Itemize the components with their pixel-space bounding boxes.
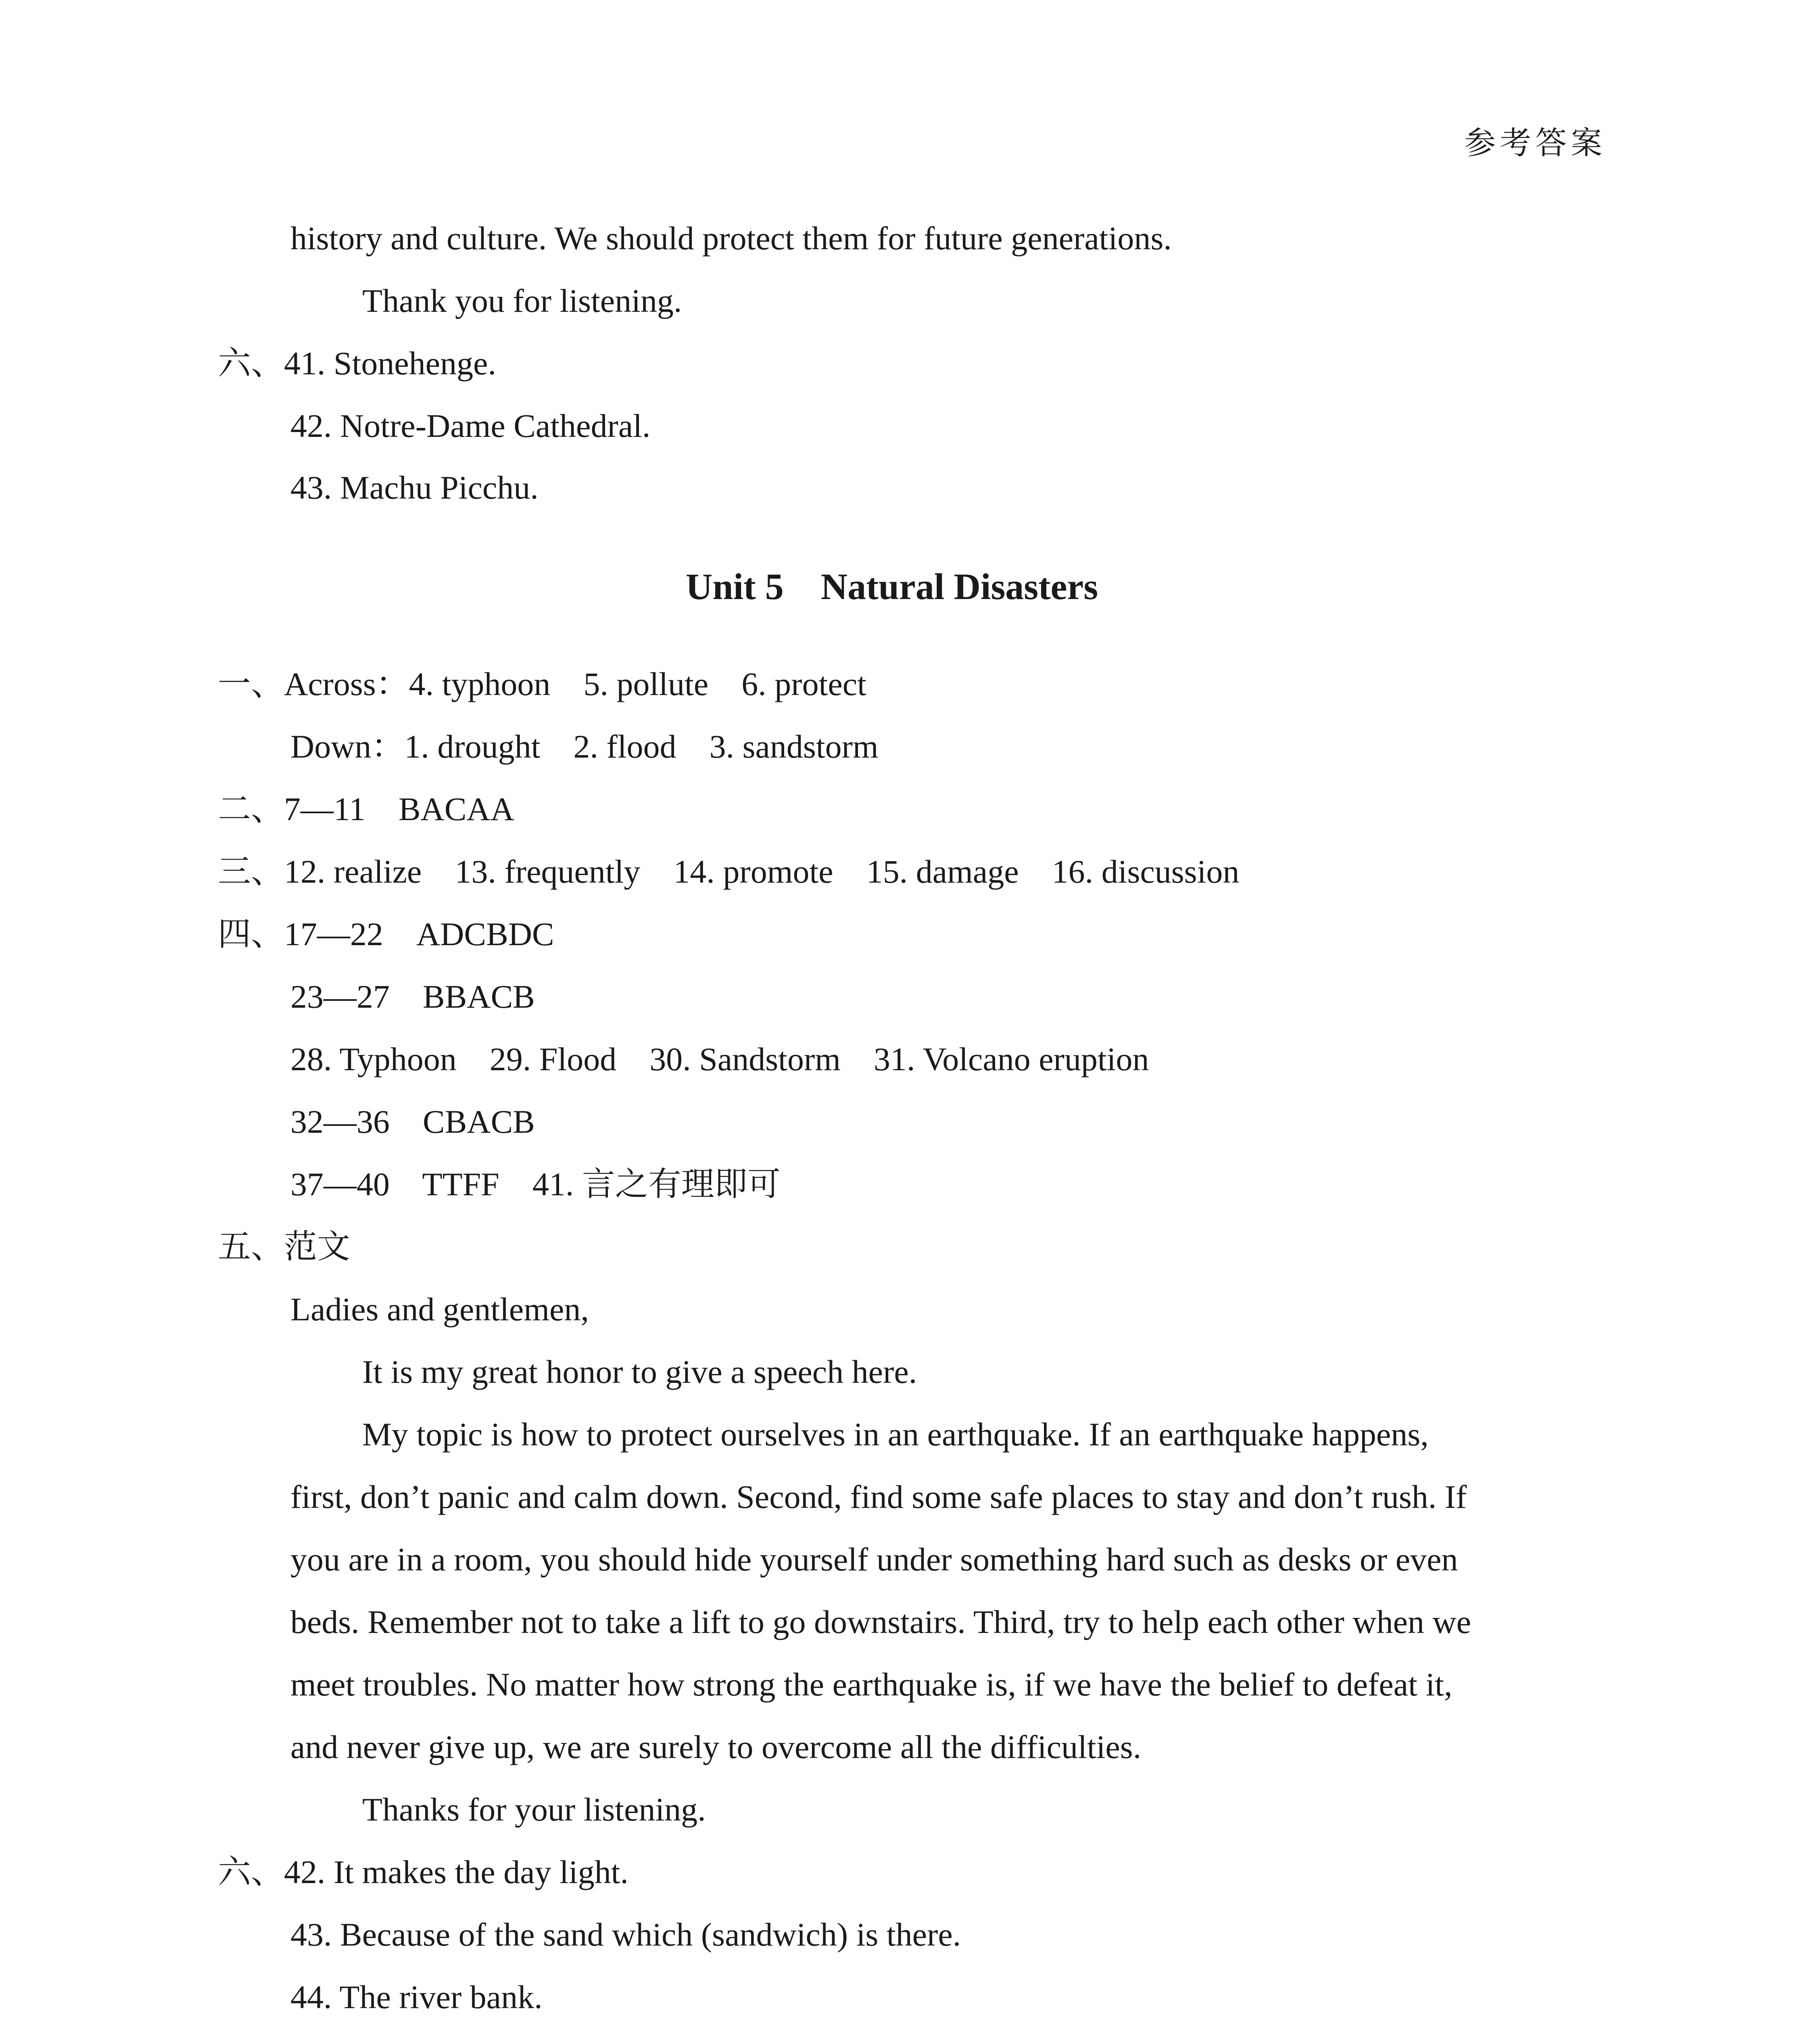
section-2: 二、7—11 BACAA xyxy=(218,791,514,827)
section-4-a: 四、17—22 ADCBDC xyxy=(218,916,554,952)
essay-line: and never give up, we are surely to overcome all the difficulties. xyxy=(290,1729,1142,1765)
section-5-label: 五、范文 xyxy=(218,1228,351,1265)
speech-closing-line: history and culture. We should protect them for future generations. xyxy=(290,220,1172,257)
answer-43: 43. Because of the sand which (sandwich) is there. xyxy=(290,1916,961,1953)
page-header: 参考答案 xyxy=(1464,125,1607,161)
essay-line: beds. Remember not to take a lift to go downstairs. Third, try to help each other when we xyxy=(290,1604,1471,1640)
essay-thanks: Thanks for your listening. xyxy=(362,1791,706,1828)
section-3: 三、12. realize 13. frequently 14. promote 15. damage 16. discussion xyxy=(218,853,1240,890)
section-4-c: 28. Typhoon 29. Flood 30. Sandstorm 31. Volcano eruption xyxy=(290,1041,1149,1077)
essay-paragraph-1: It is my great honor to give a speech here. xyxy=(362,1353,917,1390)
answer-44: 44. The river bank. xyxy=(290,1979,543,2015)
section-4-e: 37—40 TTFF 41. 言之有理即可 xyxy=(290,1166,781,1203)
answer-43: 43. Machu Picchu. xyxy=(290,469,538,506)
essay-greeting: Ladies and gentlemen, xyxy=(290,1291,589,1328)
speech-thanks: Thank you for listening. xyxy=(362,282,682,319)
section-1-down: Down：1. drought 2. flood 3. sandstorm xyxy=(290,728,879,765)
answer-42: 六、42. It makes the day light. xyxy=(218,1854,628,1890)
answer-41: 六、41. Stonehenge. xyxy=(218,345,497,382)
section-4-d: 32—36 CBACB xyxy=(290,1103,535,1140)
section-4-b: 23—27 BBACB xyxy=(290,978,535,1015)
essay-line: you are in a room, you should hide yourself under something hard such as desks or even xyxy=(290,1541,1458,1578)
unit-title: Unit 5 Natural Disasters xyxy=(686,566,1098,607)
section-1-across: 一、Across：4. typhoon 5. pollute 6. protect xyxy=(218,666,866,702)
essay-line: meet troubles. No matter how strong the earthquake is, if we have the belief to defeat it, xyxy=(290,1666,1453,1703)
essay-line: My topic is how to protect ourselves in an earthquake. If an earthquake happens, xyxy=(362,1416,1429,1453)
answer-42: 42. Notre-Dame Cathedral. xyxy=(290,407,651,444)
essay-line: first, don’t panic and calm down. Second, find some safe places to stay and don’t rush. If xyxy=(290,1478,1467,1515)
